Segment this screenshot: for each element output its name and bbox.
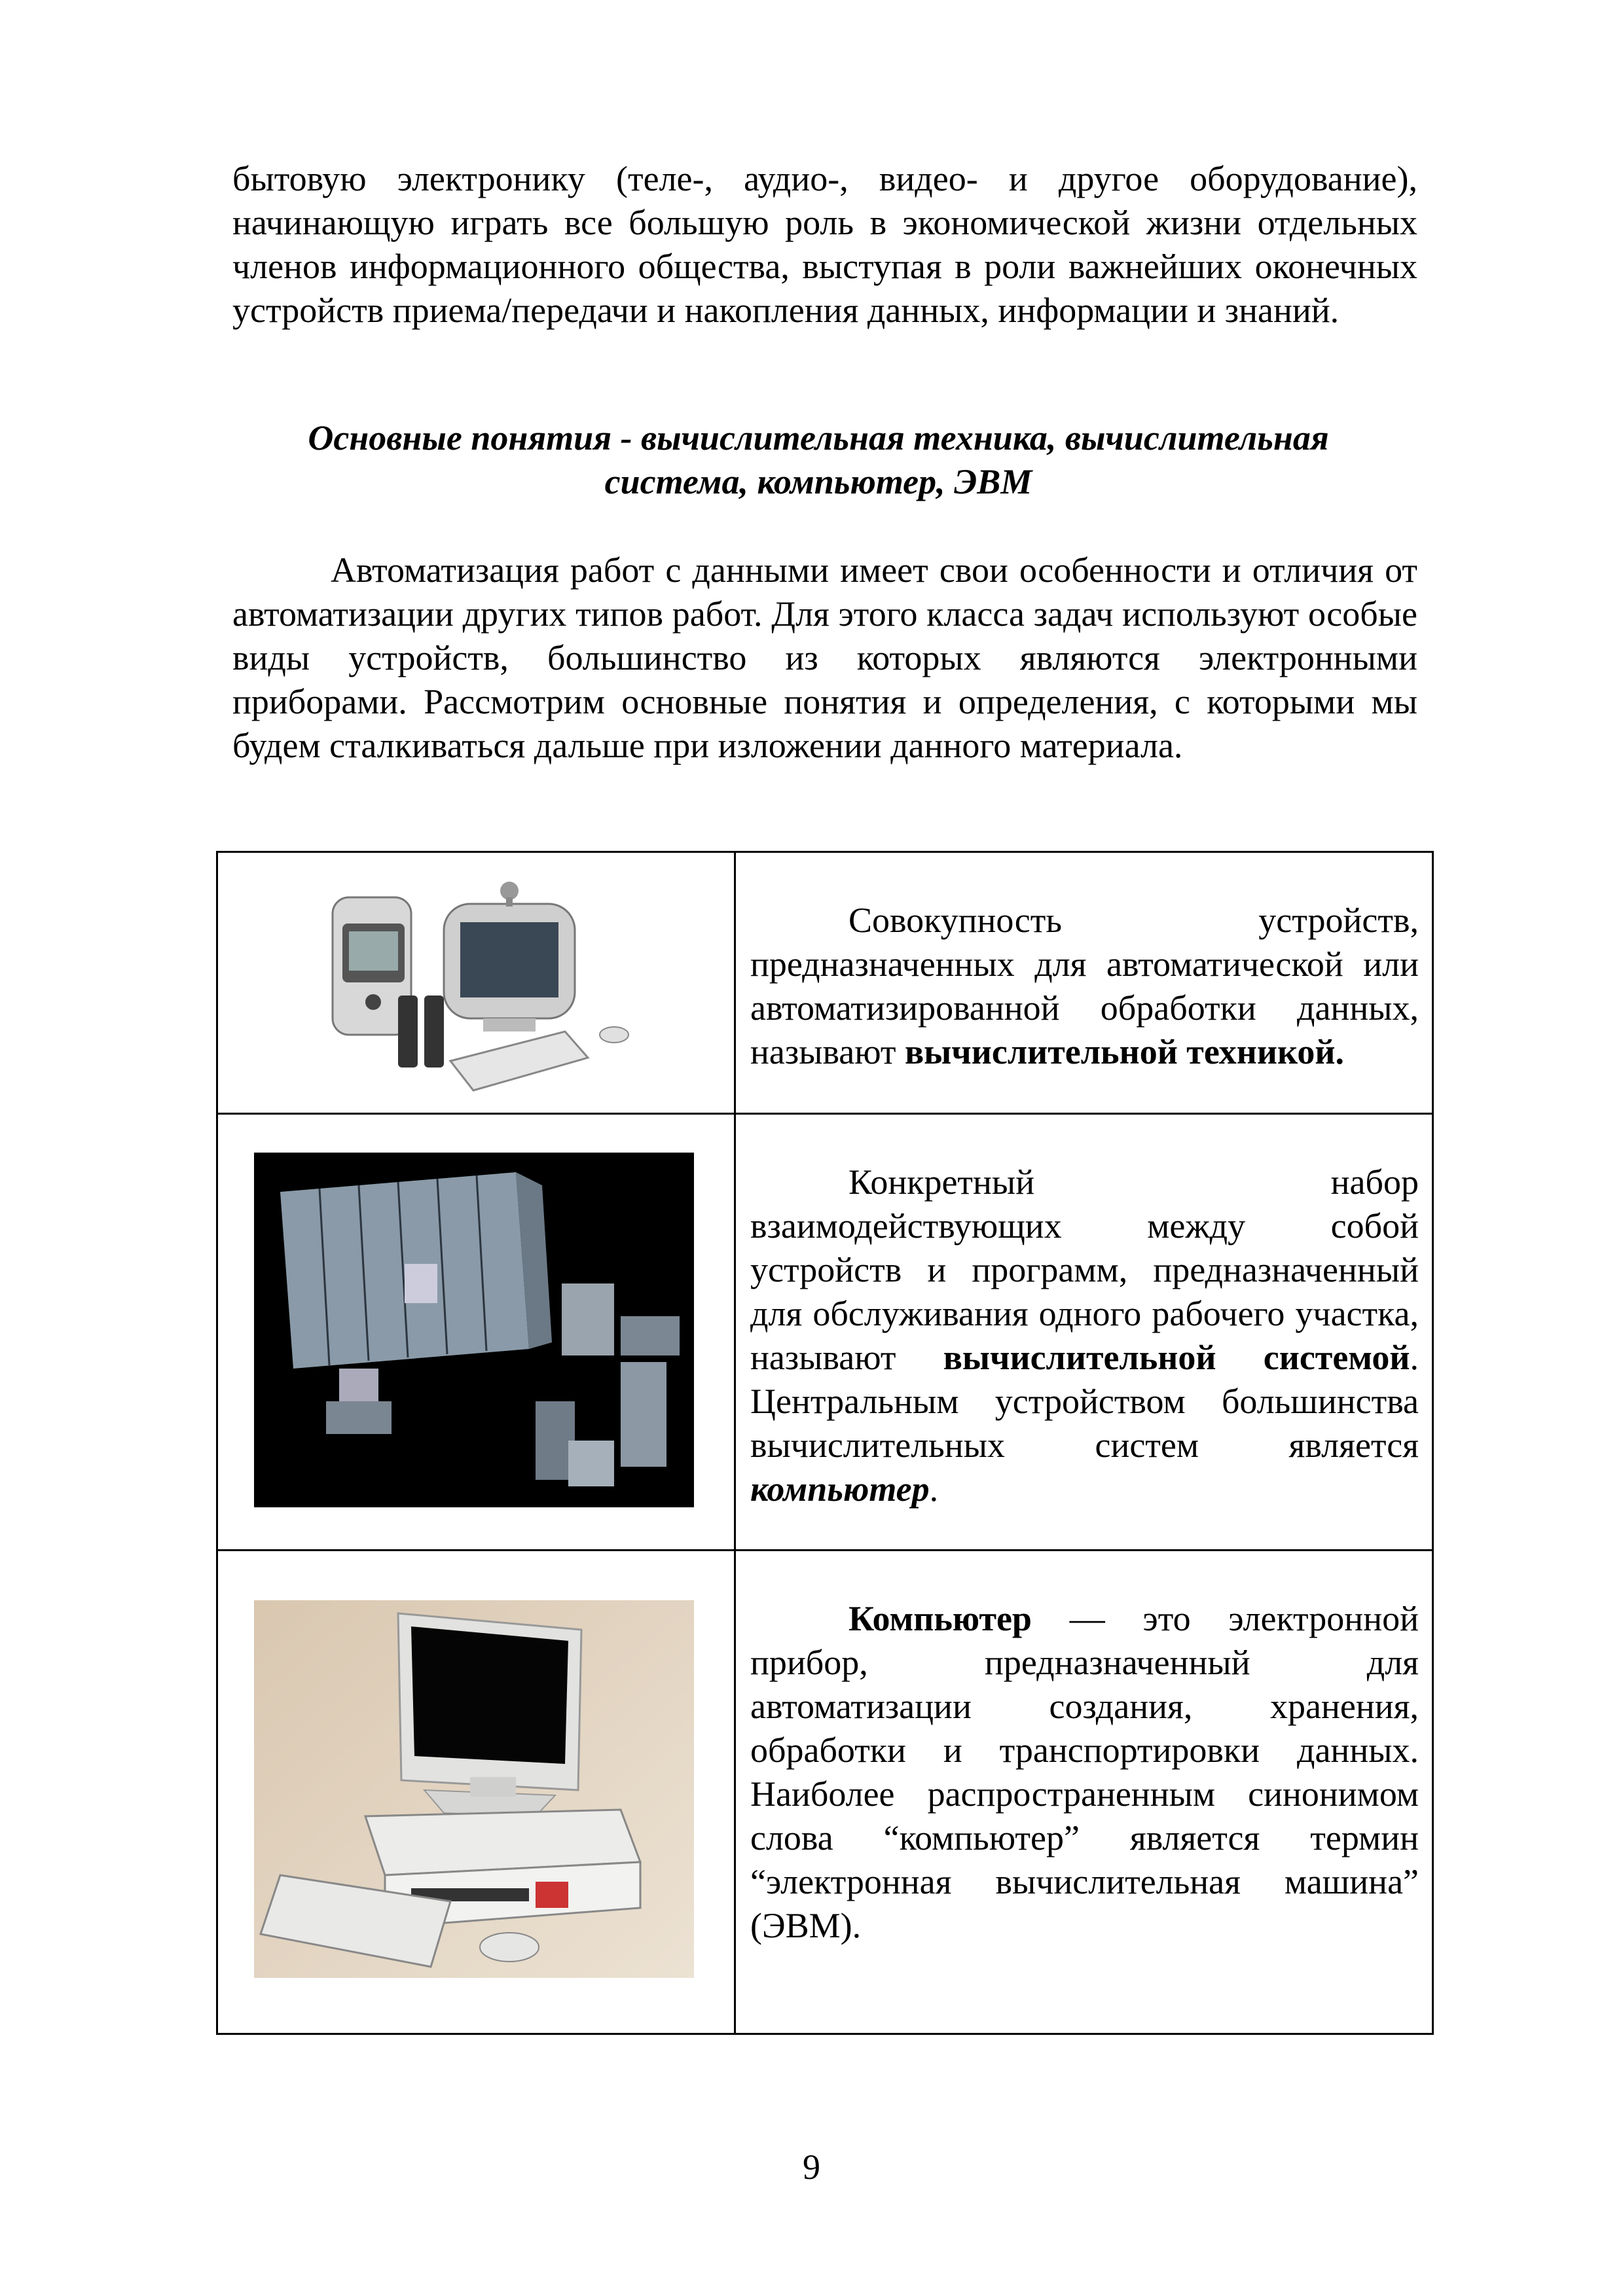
term-computer-bold: Компьютер	[848, 1599, 1032, 1638]
term-computer: компьютер	[750, 1469, 930, 1509]
table-row	[217, 852, 1433, 1114]
body-paragraph: Автоматизация работ с данными имеет свои особенности и отличия от автоматизации других типов работ. Для этого класса задач используют особые виды устройств, большинство из которых являются электронными приборами. Рассмотрим основные понятия и определения, с которыми мы будем сталкиваться дальше при изложении данного материала.	[232, 550, 1417, 765]
section-heading-line-2: система, компьютер, ЭВМ	[604, 462, 1032, 501]
table-row	[217, 1551, 1433, 2034]
definition-text: Совокупность устройств, предназначенных для автоматической или автоматизированной обработки данных, называют	[750, 901, 1419, 1071]
image-cell	[217, 1114, 735, 1551]
definition-computer	[735, 1551, 1433, 2034]
intro-paragraph: бытовую электронику (теле-, аудио-, видео- и другое оборудование), начинающую играть все большую роль в экономической жизни отдельных членов информационного общества, выступая в роли важнейших оконечных устройств приема/передачи и накопления данных, информации и знаний.	[232, 159, 1417, 330]
definition-text: .	[929, 1469, 939, 1509]
image-cell	[217, 852, 735, 1114]
definition-computing-system	[735, 1114, 1433, 1551]
computer-equipment-set-photo	[306, 871, 647, 1097]
definition-computing-equipment	[735, 852, 1433, 1114]
definitions-table	[216, 851, 1434, 2035]
table-row	[217, 1114, 1433, 1551]
definition-text: . Центральным устройством большинства вычислительных систем является	[750, 1338, 1419, 1465]
definition-text: Конкретный набор взаимодействующих между собой устройств и программ, предназначенный для обслуживания одного рабочего участка, называют	[750, 1162, 1419, 1377]
section-heading	[196, 416, 1440, 504]
mainframe-system-photo	[254, 1153, 694, 1507]
term-computing-equipment: вычислительной техникой.	[904, 1032, 1344, 1071]
definition-text: — это электронной прибор, предназначенный для автоматизации создания, хранения, обработки и транспортировки данных. Наиболее распространенным синонимом слова “компьютер” является термин “электронная вычислительная машина” (ЭВМ).	[750, 1599, 1419, 1945]
section-heading-line-1: Основные понятия - вычислительная техника, вычислительная	[308, 418, 1329, 457]
term-computing-system: вычислительной системой	[943, 1338, 1410, 1377]
image-cell	[217, 1551, 735, 2034]
desktop-computer-photo	[254, 1600, 694, 1978]
page-number: 9	[803, 2147, 820, 2187]
